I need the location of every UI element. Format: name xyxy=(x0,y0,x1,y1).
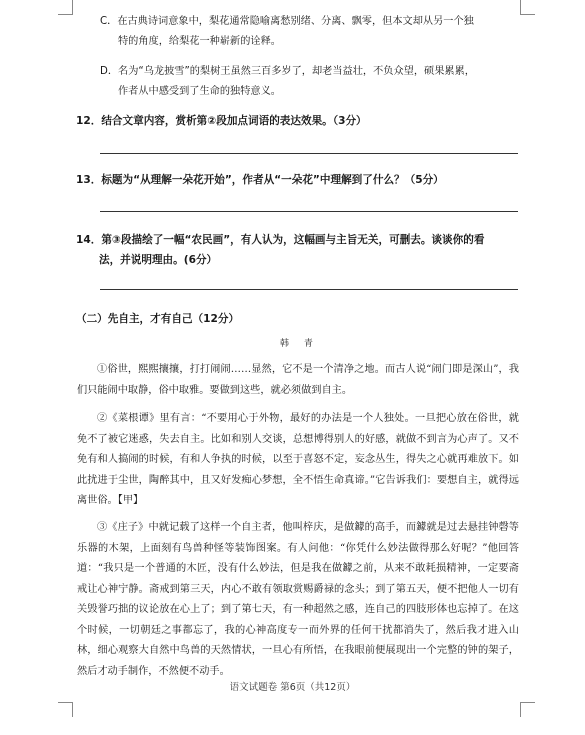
crop-mark-bottom-right xyxy=(520,702,535,717)
section-heading: （二）先自主，才有自己（12分） xyxy=(76,313,240,325)
question-number: 14． xyxy=(76,234,102,246)
option-text-line1: 在古典诗词意象中，梨花通常隐喻离愁别绪、分离、飘零，但本文却从另一个独 xyxy=(117,16,474,27)
option-text-line2: 作者从中感受到了生命的独特意义。 xyxy=(118,86,281,97)
question-number: 13． xyxy=(76,174,102,186)
question-text: 标题为“从理解一朵花开始”，作者从“一朵花”中理解到了什么？（5分） xyxy=(101,174,444,186)
answer-line-12[interactable] xyxy=(100,153,518,154)
crop-mark-top-left xyxy=(58,0,73,15)
answer-line-13[interactable] xyxy=(100,211,518,212)
article-author: 韩 青 xyxy=(280,339,319,349)
option-text-line1: 名为“乌龙披雪”的梨树王虽然三百多岁了，却老当益壮，不负众望，硕果累累， xyxy=(118,66,475,77)
option-c xyxy=(100,12,520,52)
crop-mark-bottom-left xyxy=(58,702,73,717)
question-text-line1: 第③段描绘了一幅“农民画”，有人认为，这幅画与主旨无关，可删去。谈谈你的看 xyxy=(101,234,485,246)
page-footer: 语文试题卷 第6页（共12页） xyxy=(229,682,356,693)
question-14 xyxy=(76,230,526,270)
option-letter: C． xyxy=(100,16,118,27)
paragraph-2: ②《菜根谭》里有言：“不要用心于外物，最好的办法是一个人独处。一旦把心放在俗世，就免不了被它迷惑，失去自主。比如和别人交谈，总想博得别人的好感，就做不到言为心声了。又不免有和人搞闹的时候，有和人争执的时候，以至于喜怒不定，妄念丛生，得失之心就再难放下。如此扰进于尘世，陶醉其中，且又好发痴心梦想，全不悟生命真谛。”它告诉我们：要想自主，就得远离世俗。【甲】 xyxy=(77,413,519,506)
question-text-line2: 法，并说明理由。(6分） xyxy=(99,254,218,266)
paragraph-1: ①俗世，熙熙攘攘，打打闹闹……显然，它不是一个清净之地。而古人说“闹门即是深山”，我们只能闹中取静，俗中取雅。要做到这些，就必须做到自主。 xyxy=(77,364,519,396)
paragraph-3: ③《庄子》中就记载了这样一个自主者，他叫梓庆，是做鐻的高手，而鐻就是过去悬挂钟磬等乐器的木架，上面刻有鸟兽种怪等装饰图案。有人问他：“你凭什么妙法做得那么好呢？”他回答道：“我只是一个普通的木匠，没有什么妙法，但是我在做鐻之前，从来不敢耗损精神，一定要斋戒让心神宁静。斋戒到第三天，内心不敢有领取赏赐爵禄的念头；到了第五天，便不把他人一切有关毁誉巧拙的议论放在心上了；到了第七天，有一种超然之感，连自己的四肢形体也忘掉了。在这个时候，一切朝廷之事都忘了，我的心神高度专一而外界的任何干扰都消失了，然后我才进入山林，细心观察大自然中鸟兽的天然情状，一旦心有所悟，在我眼前便展现出一个完整的钟的架子，然后才动手制作，不然便不动手。 xyxy=(77,522,519,677)
option-text-line2: 特的角度，给梨花一种崭新的诠释。 xyxy=(118,36,281,47)
question-12 xyxy=(76,111,526,131)
option-letter: D． xyxy=(100,66,119,77)
option-d xyxy=(100,62,520,102)
crop-mark-top-right xyxy=(520,0,535,15)
answer-line-14[interactable] xyxy=(100,289,518,290)
question-13 xyxy=(76,170,526,190)
question-text: 结合文章内容，赏析第②段加点词语的表达效果。（3分） xyxy=(101,115,367,127)
question-number: 12． xyxy=(76,115,102,127)
